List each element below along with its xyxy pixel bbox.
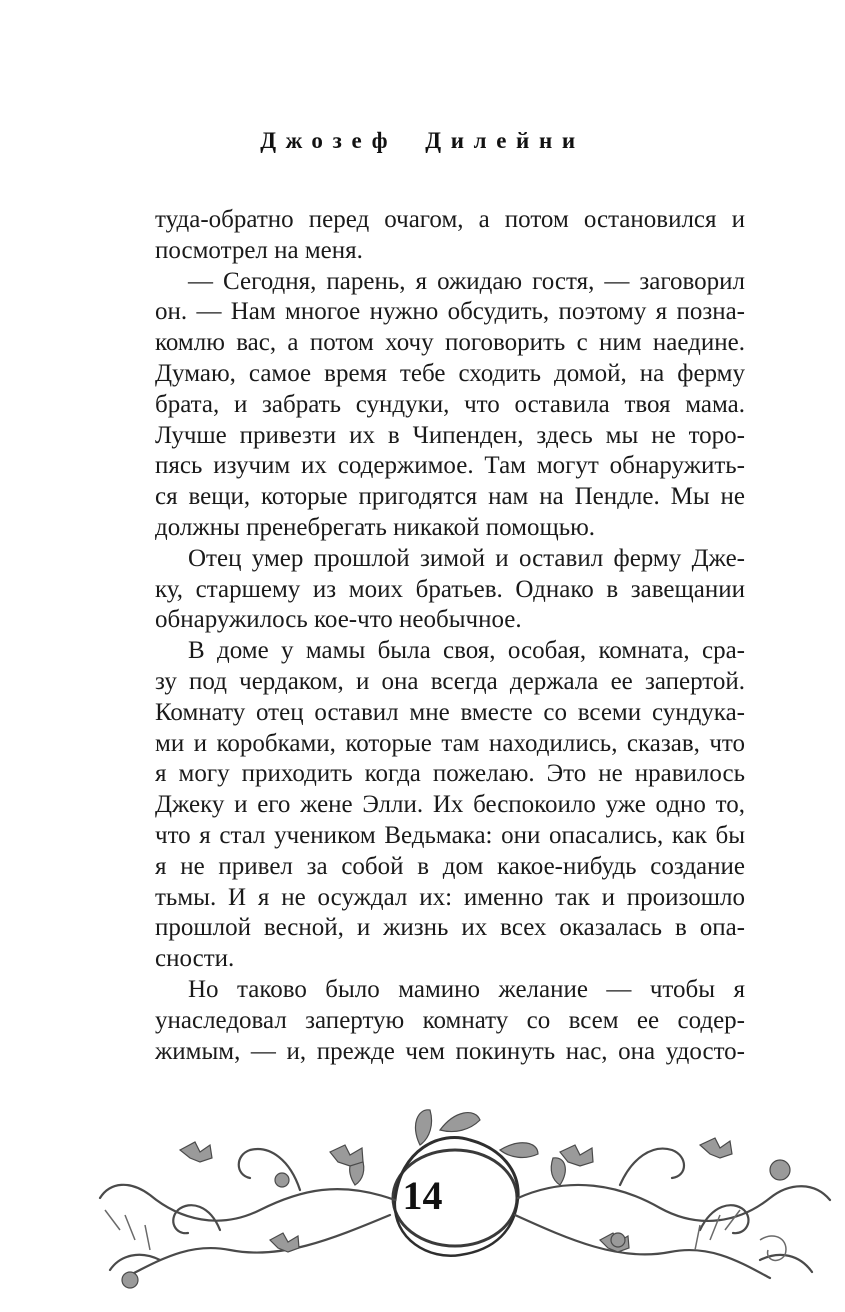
text-line: пясь изучим их содержимое. Там могут обнаружить- (155, 452, 745, 480)
author-last-name: Дилейни (425, 128, 585, 153)
text-line: унаследовал запертую комнату со всем ее содер- (155, 1006, 745, 1034)
text-line: комлю вас, а потом хочу поговорить с ним наедине. (155, 329, 745, 357)
running-header (0, 128, 845, 154)
text-line: туда-обратно перед очагом, а потом остановился и (155, 206, 745, 233)
text-line: я могу приходить когда пожелаю. Это не нравилось (155, 760, 745, 788)
text-line: жимым, — и, прежде чем покинуть нас, она удосто- (155, 1037, 745, 1065)
text-line: я не привел за собой в дом какое-нибудь создание (155, 852, 745, 880)
text-line: — Сегодня, парень, я ожидаю гостя, — заговорил (188, 267, 745, 295)
body-text (155, 205, 745, 1067)
text-line: Думаю, самое время тебе сходить домой, на ферму (155, 359, 745, 387)
text-line: ся вещи, которые пригодятся нам на Пендле. Мы не (155, 483, 745, 511)
text-line: должны пренебрегать никакой помощью. (155, 513, 596, 541)
text-line: Но таково было мамино желание — чтобы я (188, 975, 745, 1003)
text-line: посмотрел на меня. (155, 236, 363, 264)
text-line: Джеку и его жене Элли. Их беспокоило уже одно то, (155, 791, 745, 819)
text-line: Лучше привезти их в Чипенден, здесь мы не торо- (155, 421, 745, 449)
text-line: брата, и забрать сундуки, что оставила твоя мама. (155, 390, 745, 418)
text-line: сности. (155, 945, 235, 973)
text-line: Отец умер прошлой зимой и оставил ферму Дже- (188, 544, 745, 572)
text-line: ку, старшему из моих братьев. Однако в завещании (155, 575, 745, 603)
page-number: 14 (402, 1173, 443, 1218)
text-line: В доме у мамы была своя, особая, комната, сра- (188, 637, 745, 665)
text-line: Комнату отец оставил мне вместе со всеми сундука- (155, 698, 745, 726)
text-line: тьмы. И я не осуждал их: именно так и произошло (155, 883, 745, 911)
text-line: что я стал учеником Ведьмака: они опасались, как бы (155, 821, 745, 849)
text-line: он. — Нам многое нужно обсудить, поэтому я позна- (155, 298, 745, 326)
text-line: прошлой весной, и жизнь их всех оказалась в опа- (155, 914, 745, 942)
author-first-name: Джозеф (260, 128, 398, 153)
text-line: обнаружилось кое-что необычное. (155, 606, 522, 634)
text-line: зу под чердаком, и она всегда держала ее запертой. (155, 667, 745, 695)
text-line: ми и коробками, которые там находились, сказав, что (155, 729, 745, 757)
